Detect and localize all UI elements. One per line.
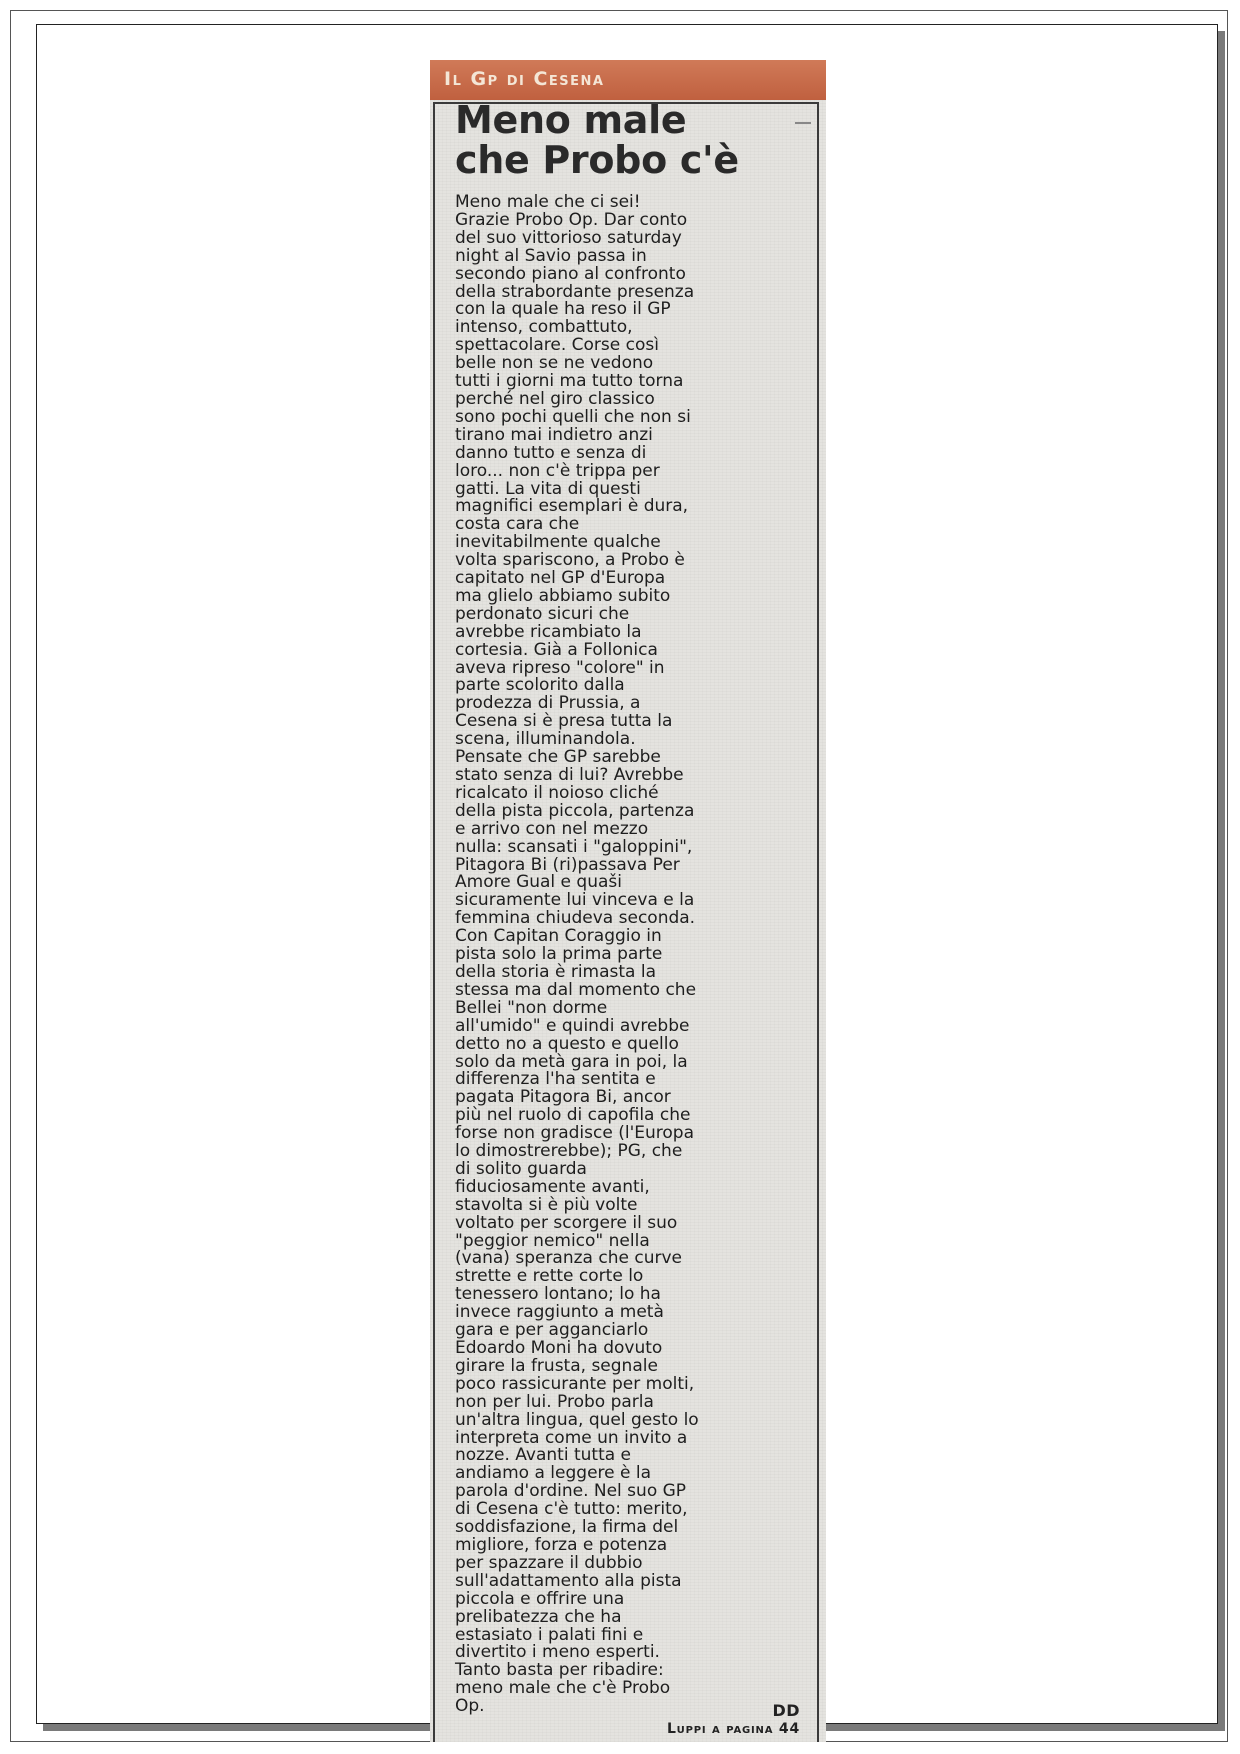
headline-line-2: che Probo c'è	[455, 138, 739, 182]
column-rule-right	[817, 102, 819, 1742]
section-header-band	[430, 60, 826, 100]
author-signature: DD	[772, 1701, 800, 1720]
document-page	[36, 24, 1218, 1737]
newspaper-clipping	[430, 60, 826, 1742]
article-headline	[455, 100, 805, 180]
column-rule-left	[433, 102, 435, 1742]
article-body: Meno male che ci sei! Grazie Probo Op. Dar conto del suo vittorioso saturday night al Savio passa in secondo piano al confronto della strabordante presenza con la quale ha reso il GP intenso, combattuto, spettacolare. Corse così belle non se ne vedono tutti i giorni ma tutto torna perché nel giro classico sono pochi quelli che non si tirano mai indietro anzi danno tutto e senza di loro... non c'è trippa per gatti. La vita di questi magnifici esemplari è dura, costa cara che inevitabilmente qualche volta spariscono, a Probo è capitato nel GP d'Europa ma glielo abbiamo subito perdonato sicuri che avrebbe ricambiato la cortesia. Già a Follonica aveva ripreso "colore" in parte scolorito dalla prodezza di Prussia, a Cesena si è presa tutta la scena, illuminandola. Pensate che GP sarebbe stato senza di lui? Avrebbe ricalcato il noioso cliché della pista piccola, partenza e arrivo con nel mezzo nulla: scansati i "galoppini", Pitagora Bi (ri)passava Per Amore Gual e quaši sicuramente lui vinceva e la femmina chiudeva seconda. Con Capitan Coraggio in pista solo la prima parte della storia è rimasta la stessa ma dal momento che Bellei "non dorme all'umido" e quindi avrebbe detto no a questo e quello solo da metà gara in poi, la differenza l'ha sentita e pagata Pitagora Bi, ancor più nel ruolo di capofila che forse non gradisce (l'Europa lo dimostrerebbe); PG, che di solito guarda fiduciosamente avanti, stavolta si è più volte voltato per scorgere il suo "peggior nemico" nella (vana) speranza che curve strette e rette corte lo tenessero lontano; lo ha invece raggiunto a metà gara e per agganciarlo Edoardo Moni ha dovuto girare la frusta, segnale poco rassicurante per molti, non per lui. Probo parla un'altra lingua, quel gesto lo interpreta come un invito a nozze. Avanti tutta e andiamo a leggere è la parola d'ordine. Nel suo GP di Cesena c'è tutto: merito, soddisfazione, la firma del migliore, forza e potenza per spazzare il dubbio sull'adattamento alla pista piccola e offrire una prelibatezza che ha estasiato i palati fini e divertito i meno esperti. Tanto basta per ribadire: meno male che c'è Probo Op.	[455, 192, 699, 1717]
section-label: Il Gp di Cesena	[444, 68, 605, 90]
headline-line-1: Meno male	[455, 98, 687, 142]
continuation-note: Luppi a pagina 44	[666, 1721, 800, 1737]
headline-dash-mark	[795, 122, 811, 124]
